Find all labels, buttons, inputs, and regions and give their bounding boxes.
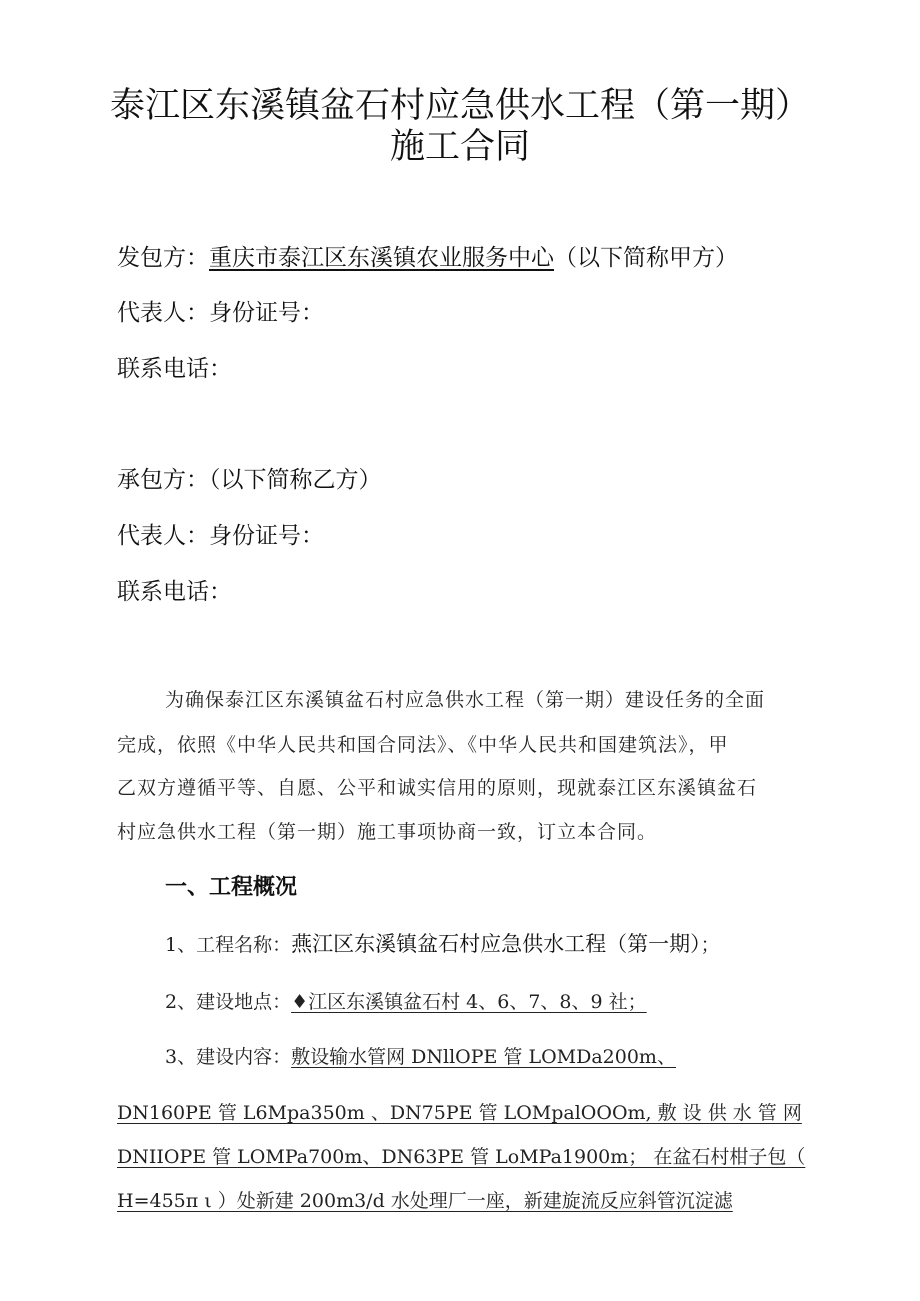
document-subtitle: 施工合同 (389, 127, 530, 167)
content-continuation-line: H=455π ι ）处新建 200m3/d 水处理厂一座，新建旋流反应斜管沉淀滤 (117, 1190, 733, 1212)
preamble-line: 完成，依照《中华人民共和国合同法》、《中华人民共和国建筑法》，甲 (117, 734, 729, 756)
content-item (165, 1045, 676, 1069)
project-name-value: 燕江区东溪镇盆石村应急供水工程（第一期） (291, 932, 701, 956)
party-b-phone: 联系电话： (117, 579, 232, 605)
preamble-line: 乙双方遵循平等、自愿、公平和诚实信用的原则，现就泰江区东溪镇盆石 (117, 777, 758, 799)
location-value: ♦江区东溪镇盆石村 4、6、7、8、9 社； (291, 991, 647, 1013)
party-a-suffix: （以下简称甲方） (554, 245, 738, 271)
party-a-label: 发包方： (117, 245, 209, 271)
content-value: 敷设输水管网 DNllOPE 管 LOMDa200m、 (291, 1046, 676, 1068)
party-b-line (117, 465, 382, 495)
party-b-representative: 代表人：身份证号： (117, 523, 324, 549)
content-continuation-line: DNIIOPE 管 LOMPa700m、DN63PE 管 LoMPa1900m； 在盆石村柑子包（ (117, 1146, 806, 1168)
preamble-line: 村应急供水工程（第一期）施工事项协商一致，订立本合同。 (117, 821, 658, 843)
party-a-representative: 代表人：身份证号： (117, 300, 324, 326)
preamble-line: 为确保泰江区东溪镇盆石村应急供水工程（第一期）建设任务的全面 (165, 689, 766, 711)
location-item (165, 990, 647, 1014)
project-name-item (165, 932, 720, 957)
section-heading: 一、工程概况 (165, 875, 298, 900)
item-label: 1、工程名称： (165, 934, 292, 956)
party-a-phone: 联系电话： (117, 356, 232, 382)
item-end: ； (700, 934, 720, 956)
item-label: 2、建设地点： (165, 991, 292, 1013)
document-title: 泰江区东溪镇盆石村应急供水工程（第一期） (109, 86, 810, 126)
party-b-suffix: （以下简称乙方） (209, 467, 382, 493)
party-a-name: 重庆市泰江区东溪镇农业服务中心 (209, 245, 554, 271)
content-continuation-line: DN160PE 管 L6Mpa350m 、DN75PE 管 LOMpalOOOm, 敷 设 供 水 管 网 (117, 1102, 802, 1124)
party-b-label: 承包方： (117, 467, 209, 493)
party-a-line (117, 243, 738, 273)
item-label: 3、建设内容： (165, 1046, 292, 1068)
